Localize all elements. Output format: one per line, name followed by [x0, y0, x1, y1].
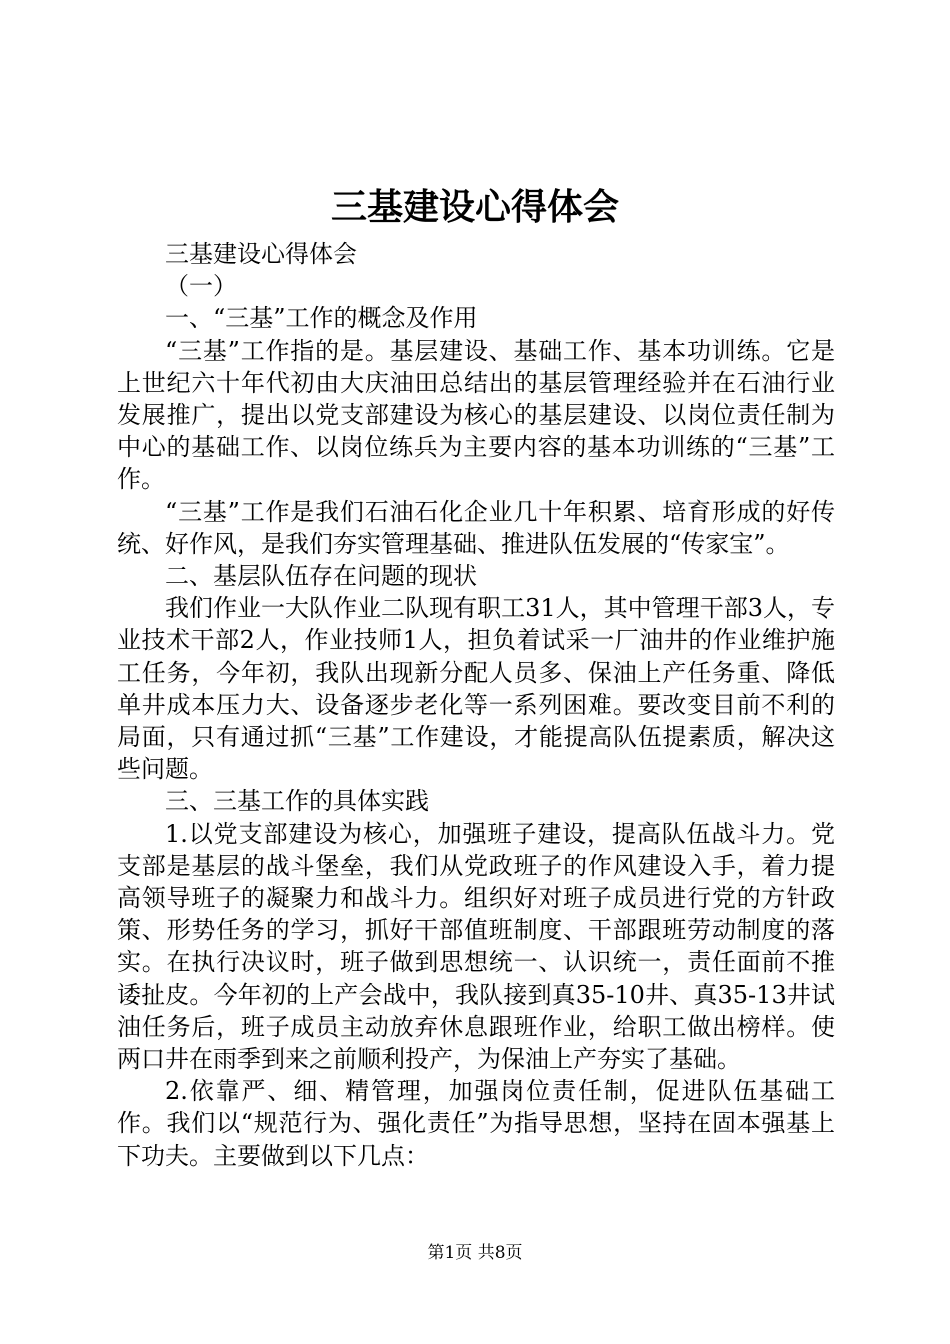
section-heading-3: 三、三基工作的具体实践	[165, 787, 429, 816]
paragraph-concept: “三基”工作指的是。基层建设、基础工作、基本功训练。它是上世纪六十年代初由大庆油田总结出的基层管理经验并在石油行业发展推广，提出以党支部建设为核心的基层建设、以岗位责任制为中心的基础工作、以岗位练兵为主要内容的基本功训练的“三基”工作。	[117, 336, 835, 494]
section-heading-2: 二、基层队伍存在问题的现状	[165, 562, 477, 591]
paragraph-section-marker: （一）	[165, 272, 237, 301]
paragraph-team-status: 我们作业一大队作业二队现有职工31人，其中管理干部3人，专业技术干部2人，作业技师1人，担负着试采一厂油井的作业维护施工任务，今年初，我队出现新分配人员多、保油上产任务重、降低单井成本压力大、设备逐步老化等一系列困难。要改变目前不利的局面，只有通过抓“三基”工作建设，才能提高队伍提素质，解决这些问题。	[117, 594, 835, 784]
paragraph-practice-2: 2.依靠严、细、精管理，加强岗位责任制，促进队伍基础工作。我们以“规范行为、强化责任”为指导思想，坚持在固本强基上下功夫。主要做到以下几点：	[117, 1077, 835, 1170]
page-number-footer: 第1页 共8页	[427, 1243, 523, 1263]
document-title: 三基建设心得体会	[330, 187, 619, 228]
paragraph-practice-1: 1.以党支部建设为核心，加强班子建设，提高队伍战斗力。党支部是基层的战斗堡垒，我们从党政班子的作风建设入手，着力提高领导班子的凝聚力和战斗力。组织好对班子成员进行党的方针政策、形势任务的学习，抓好干部值班制度、干部跟班劳动制度的落实。在执行决议时，班子做到思想统一、认识统一，责任面前不推诿扯皮。今年初的上产会战中，我队接到真35-10井、真35-13井试油任务后，班子成员主动放弃休息跟班作业，给职工做出榜样。使两口井在雨季到来之前顺利投产，为保油上产夯实了基础。	[117, 819, 835, 1074]
paragraph-subtitle: 三基建设心得体会	[165, 240, 357, 268]
paragraph-tradition: “三基”工作是我们石油石化企业几十年积累、培育形成的好传统、好作风，是我们夯实管理基础、推进队伍发展的“传家宝”。	[117, 497, 835, 558]
section-heading-1: 一、“三基”工作的概念及作用	[165, 304, 478, 333]
document-body	[117, 238, 835, 1172]
